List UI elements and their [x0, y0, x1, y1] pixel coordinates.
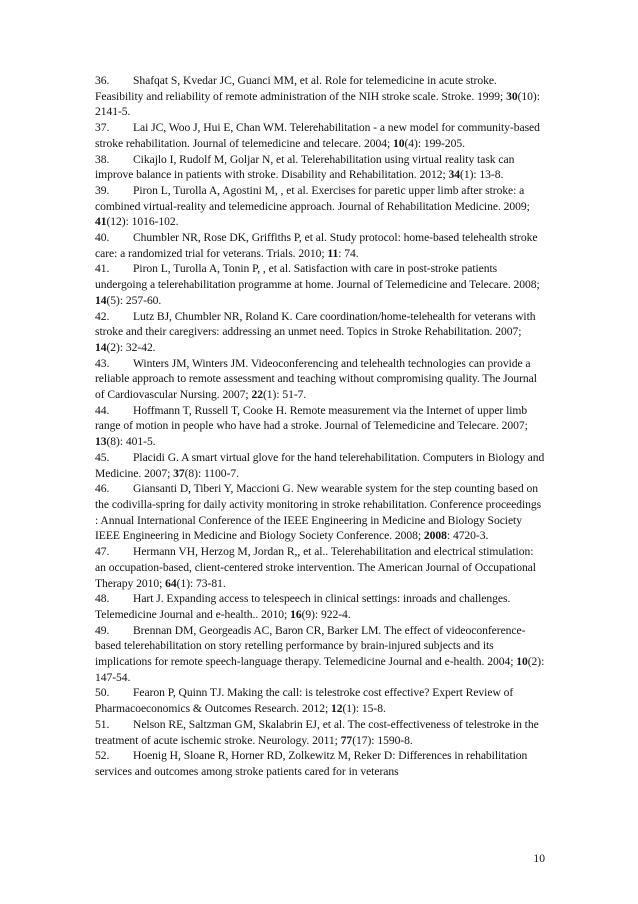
reference-pages: (2): 32-42.: [106, 340, 156, 354]
reference-item: [95, 309, 545, 356]
reference-number: 52.: [95, 749, 110, 763]
reference-number: 47.: [95, 545, 110, 559]
reference-pages: (1): 51-7.: [262, 388, 307, 402]
reference-pages: (2): 147-54.: [95, 655, 545, 684]
reference-pages: (5): 257-60.: [106, 293, 162, 307]
reference-number: 49.: [95, 623, 110, 637]
reference-volume: 41: [95, 215, 107, 229]
reference-text: Fearon P, Quinn TJ. Making the call: is telestroke cost effective? Expert Review of Pharmacoeconomics & Outcomes Research. 2012;: [95, 686, 514, 716]
reference-text: Hoenig H, Sloane R, Horner RD, Zolkewitz M, Reker D: Differences in rehabilitation services and outcomes among stroke patients cared for in veterans: [95, 749, 528, 778]
reference-item: [95, 481, 545, 544]
reference-number: 41.: [95, 262, 110, 276]
reference-text: Shafqat S, Kvedar JC, Guanci MM, et al. Role for telemedicine in acute stroke. Feasibility and reliability of remote administration of the NIH stroke scale. Stroke. 1999;: [95, 74, 507, 103]
reference-text: Giansanti D, Tiberi Y, Maccioni G. New wearable system for the step counting based on the codivilla-spring for daily activity monitoring in stroke rehabilitation. Conference proceedings : Annual International Conference of the IEEE Engineering in Medicine and Biology Society IEEE Engineering in Medicine and Biology Society Conference. 2008;: [95, 482, 542, 543]
reference-text: Placidi G. A smart virtual glove for the hand telerehabilitation. Computers in Biology and Medicine. 2007;: [95, 450, 545, 480]
reference-number: 45.: [95, 450, 110, 464]
reference-text: Piron L, Turolla A, Tonin P, , et al. Satisfaction with care in post-stroke patients undergoing a telerehabilitation programme at home. Journal of Telemedicine and Telecare. 2008;: [95, 262, 540, 292]
reference-pages: (17): 1590-8.: [352, 733, 413, 747]
reference-text: Lai JC, Woo J, Hui E, Chan WM. Telerehabilitation - a new model for community-based stroke rehabilitation. Journal of telemedicine and telecare. 2004;: [95, 121, 540, 150]
reference-pages: (8): 401-5.: [106, 435, 156, 449]
reference-pages: (1): 13-8.: [460, 168, 504, 182]
reference-item: [95, 183, 545, 230]
reference-volume: 16: [290, 607, 302, 621]
reference-pages: : 74.: [338, 246, 359, 260]
reference-volume: 64: [165, 576, 177, 590]
reference-pages: (4): 199-205.: [404, 136, 466, 150]
reference-volume: 14: [95, 293, 107, 307]
reference-pages: : 4720-3.: [446, 529, 489, 543]
reference-volume: 10: [516, 655, 528, 669]
reference-item: [95, 450, 545, 481]
reference-number: 42.: [95, 309, 110, 323]
reference-volume: 10: [392, 136, 405, 150]
reference-number: 40.: [95, 231, 110, 245]
reference-item: [95, 230, 545, 261]
page-number: 10: [533, 852, 545, 865]
reference-number: 39.: [95, 183, 110, 197]
reference-text: Brennan DM, Georgeadis AC, Baron CR, Barker LM. The effect of videoconference-based telerehabilitation on story retelling performance by brain-injured subjects and its implications for remote speech-language therapy. Telemedicine Journal and e-health. 2004;: [95, 623, 526, 669]
reference-text: Piron L, Turolla A, Agostini M, , et al. Exercises for paretic upper limb after stroke: a combined virtual-reality and telemedicine approach. Journal of Rehabilitation Medicine. 2009;: [95, 183, 530, 213]
reference-number: 43.: [95, 356, 110, 370]
reference-volume: 11: [327, 246, 339, 260]
reference-number: 44.: [95, 403, 110, 417]
reference-pages: (1): 15-8.: [342, 702, 386, 716]
reference-item: [95, 685, 545, 716]
reference-pages: (12): 1016-102.: [106, 215, 179, 229]
reference-volume: 22: [251, 388, 263, 402]
reference-item: [95, 748, 545, 779]
reference-volume: 77: [340, 733, 353, 747]
reference-volume: 14: [95, 340, 107, 354]
reference-text: Chumbler NR, Rose DK, Griffiths P, et al. Study protocol: home-based telehealth stroke care: a randomized trial for veterans. Trials. 2010;: [95, 231, 538, 260]
reference-number: 37.: [95, 121, 110, 135]
reference-text: Hoffmann T, Russell T, Cooke H. Remote measurement via the Internet of upper limb range of motion in people who have had a stroke. Journal of Telemedicine and Telecare. 2007;: [95, 403, 528, 433]
reference-number: 36.: [95, 74, 110, 87]
reference-number: 46.: [95, 482, 110, 496]
reference-pages: (1): 73-81.: [176, 576, 226, 590]
reference-pages: (10): 2141-5.: [95, 89, 540, 119]
reference-pages: (9): 922-4.: [301, 607, 351, 621]
reference-volume: 34: [448, 168, 461, 182]
reference-text: Lutz BJ, Chumbler NR, Roland K. Care coordination/home-telehealth for veterans with stroke and their caregivers: addressing an unmet need. Topics in Stroke Rehabilitation. 2007;: [95, 309, 536, 339]
reference-text: Cikajlo I, Rudolf M, Goljar N, et al. Telerehabilitation using virtual reality task can improve balance in patients with stroke. Disability and Rehabilitation. 2012;: [95, 152, 515, 182]
reference-number: 38.: [95, 152, 110, 166]
reference-item: [95, 544, 545, 591]
reference-item: [95, 356, 545, 403]
reference-number: 50.: [95, 686, 110, 700]
reference-item: [95, 623, 545, 686]
reference-volume: 13: [95, 435, 107, 449]
reference-item: [95, 73, 545, 120]
reference-volume: 37: [173, 466, 185, 480]
reference-volume: 30: [506, 89, 518, 103]
reference-number: 51.: [95, 717, 110, 731]
reference-item: [95, 261, 545, 308]
reference-volume: 2008: [423, 529, 447, 543]
reference-item: [95, 152, 545, 183]
reference-pages: (8): 1100-7.: [184, 466, 239, 480]
reference-number: 48.: [95, 592, 110, 606]
reference-volume: 12: [331, 702, 343, 716]
reference-item: [95, 717, 545, 748]
reference-item: [95, 120, 545, 151]
reference-list: [95, 73, 545, 780]
reference-item: [95, 403, 545, 450]
reference-text: Hermann VH, Herzog M, Jordan R,, et al.. Telerehabilitation and electrical stimulation: an occupation-based, client-centered stroke intervention. The American Journal of Occupational Therapy 2010;: [95, 545, 536, 590]
reference-item: [95, 591, 545, 622]
reference-text: Nelson RE, Saltzman GM, Skalabrin EJ, et al. The cost-effectiveness of telestroke in the treatment of acute ischemic stroke. Neurology. 2011;: [95, 717, 539, 747]
reference-text: Hart J. Expanding access to telespeech in clinical settings: inroads and challenges. Telemedicine Journal and e-health.. 2010;: [95, 592, 511, 621]
reference-text: Winters JM, Winters JM. Videoconferencing and telehealth technologies can provide a reliable approach to remote assessment and teaching without compromising quality. The Journal of Cardiovascular Nursing. 2007;: [95, 356, 537, 402]
